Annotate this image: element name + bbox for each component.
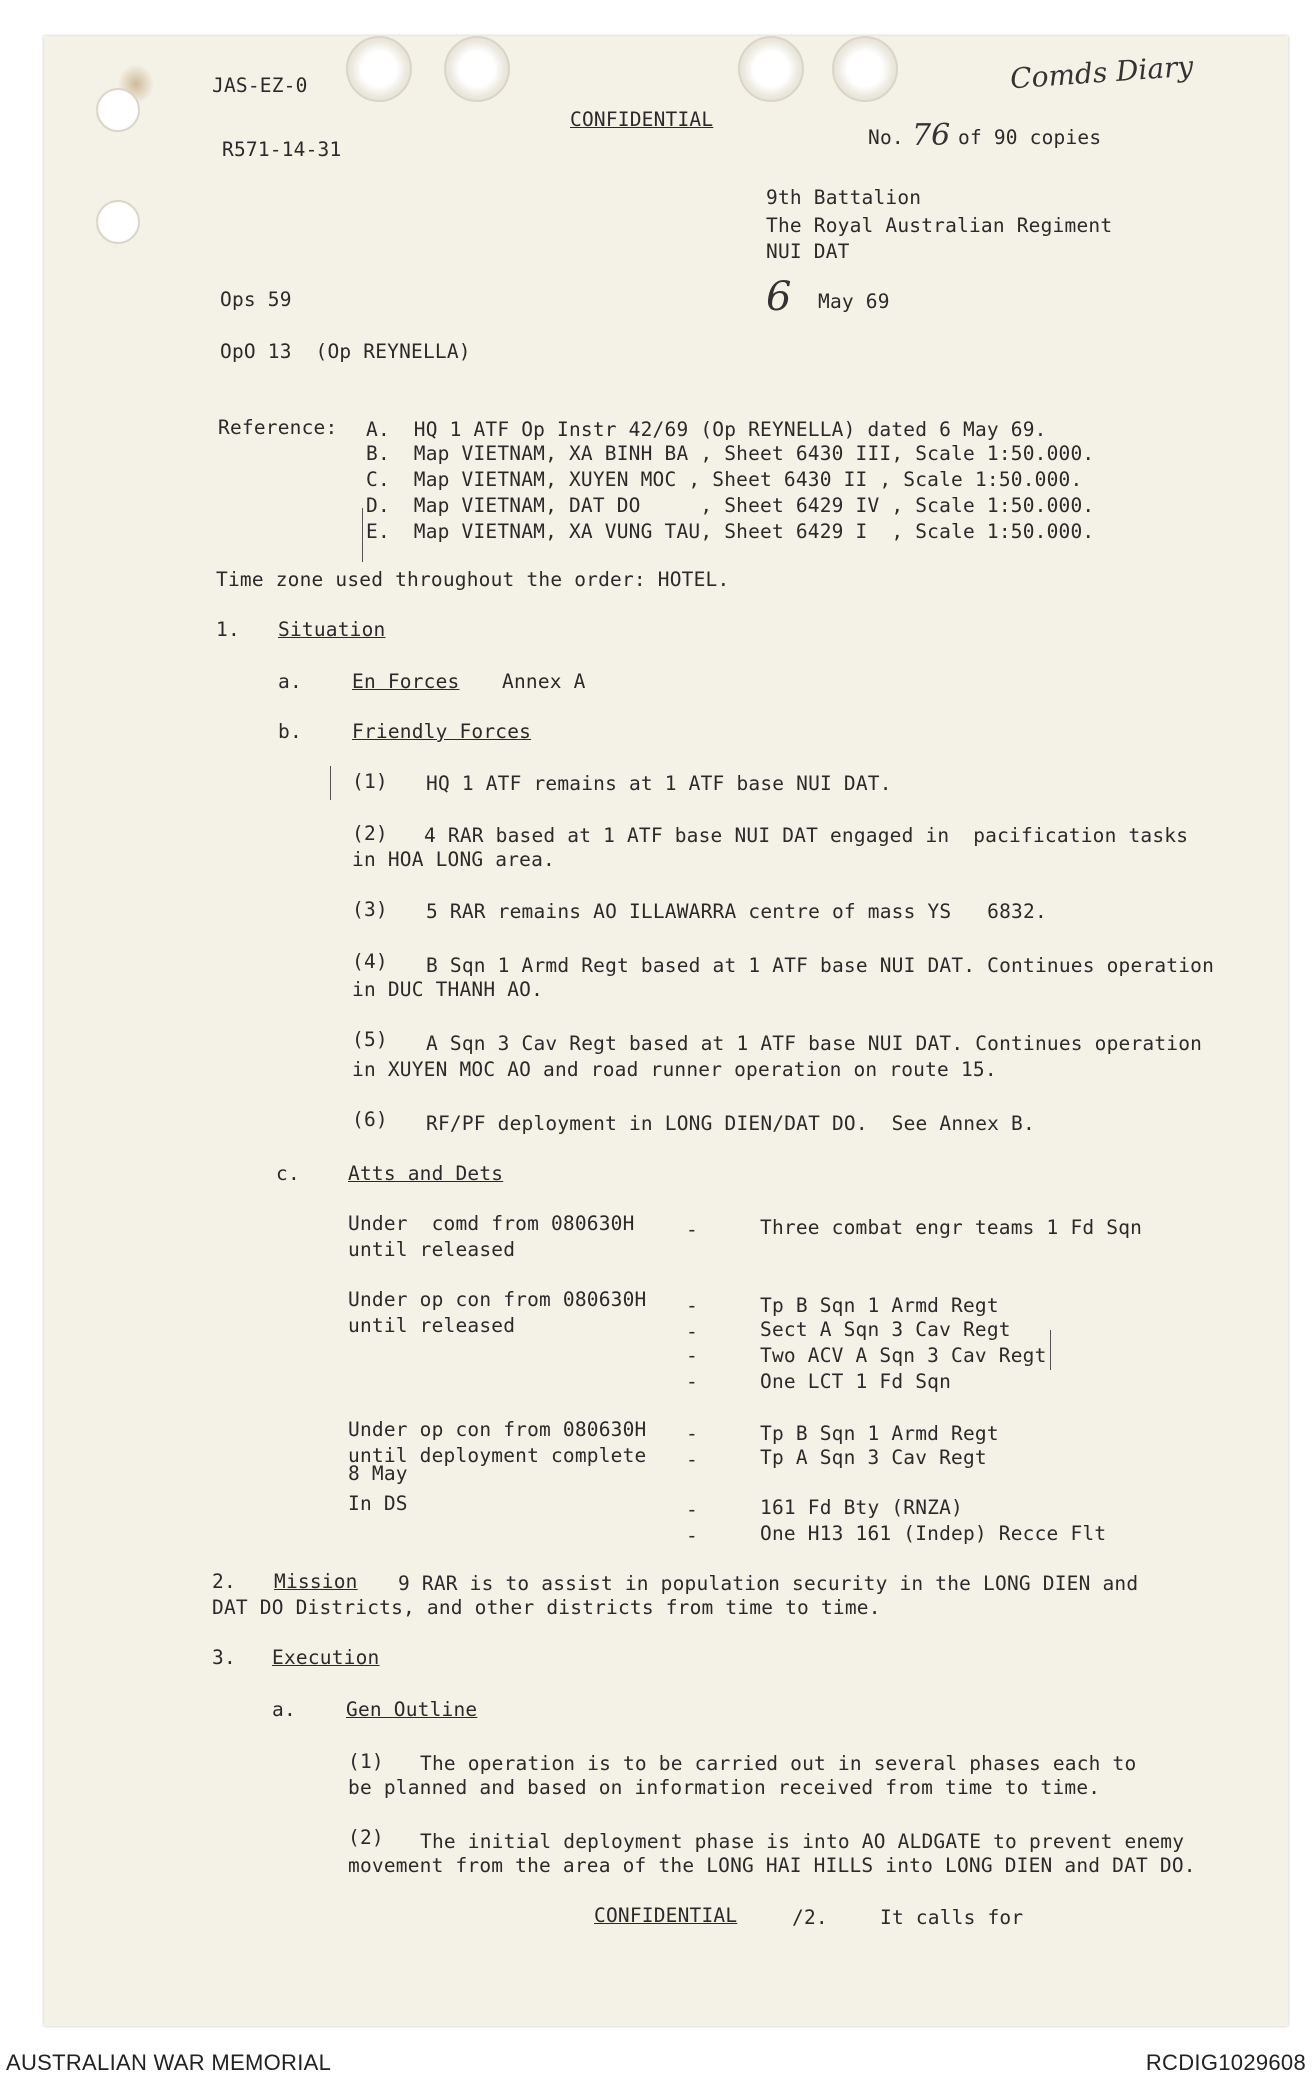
unit-line-2: The Royal Australian Regiment	[766, 214, 1113, 237]
reference-item-b: B. Map VIETNAM, XA BINH BA , Sheet 6430 III, Scale 1:50.000.	[366, 442, 1095, 465]
en-forces-letter: a.	[278, 670, 302, 693]
section-3-heading: Execution	[272, 1646, 380, 1669]
section-2-heading: Mission	[274, 1570, 358, 1593]
gen-para-1-number: (1)	[348, 1750, 384, 1773]
dash: -	[686, 1524, 698, 1547]
friendly-item-6-number: (6)	[352, 1108, 388, 1131]
dash: -	[686, 1294, 698, 1317]
gen-para-1-text-cont: be planned and based on information received from time to time.	[348, 1776, 1101, 1799]
punch-hole-2	[444, 36, 510, 102]
dash: -	[686, 1422, 698, 1445]
gen-outline-heading: Gen Outline	[346, 1698, 478, 1721]
comd-label-1: Under comd from 080630H	[348, 1212, 635, 1235]
gen-para-2-text-cont: movement from the area of the LONG HAI HILLS into LONG DIEN and DAT DO.	[348, 1854, 1196, 1877]
pencil-mark	[362, 508, 363, 562]
opcon-label-1: Under op con from 080630H	[348, 1288, 647, 1311]
dash: -	[686, 1320, 698, 1343]
friendly-item-1-text: HQ 1 ATF remains at 1 ATF base NUI DAT.	[426, 772, 892, 795]
opcon-item-1: Tp B Sqn 1 Armd Regt	[760, 1294, 999, 1317]
deploy-item-1: Tp B Sqn 1 Armd Regt	[760, 1422, 999, 1445]
deploy-label-1: Under op con from 080630H	[348, 1418, 647, 1441]
punch-hole-4	[832, 36, 898, 102]
en-forces-heading: En Forces	[352, 670, 460, 693]
friendly-item-6-text: RF/PF deployment in LONG DIEN/DAT DO. See Annex B.	[426, 1112, 1035, 1135]
en-forces-annex: Annex A	[502, 670, 586, 693]
friendly-item-2-text-cont: in HOA LONG area.	[352, 848, 555, 871]
file-reference: R571-14-31	[222, 138, 342, 161]
atts-dets-heading: Atts and Dets	[348, 1162, 504, 1185]
handwritten-note: Comds Diary	[1009, 49, 1195, 96]
friendly-item-2-number: (2)	[352, 822, 388, 845]
friendly-forces-heading: Friendly Forces	[352, 720, 532, 743]
friendly-item-4-text: B Sqn 1 Armd Regt based at 1 ATF base NUI DAT. Continues operation	[426, 954, 1215, 977]
next-page-ref: /2.	[792, 1906, 828, 1929]
friendly-item-4-text-cont: in DUC THANH AO.	[352, 978, 544, 1001]
order-title: OpO 13 (Op REYNELLA)	[220, 340, 471, 363]
date-day: 6	[766, 274, 792, 320]
dash: -	[686, 1448, 698, 1471]
gen-para-2-text: The initial deployment phase is into AO ALDGATE to prevent enemy	[420, 1830, 1185, 1853]
friendly-item-5-number: (5)	[352, 1028, 388, 1051]
comd-item-1: Three combat engr teams 1 Fd Sqn	[760, 1216, 1143, 1239]
friendly-item-5-text-cont: in XUYEN MOC AO and road runner operation on route 15.	[352, 1058, 997, 1081]
mission-text-cont: DAT DO Districts, and other districts from time to time.	[212, 1596, 881, 1619]
document-page	[44, 36, 1288, 2026]
copy-number: 76	[912, 118, 951, 153]
copy-suffix: of 90 copies	[958, 126, 1102, 149]
friendly-item-4-number: (4)	[352, 950, 388, 973]
friendly-item-1-number: (1)	[352, 770, 388, 793]
pencil-mark	[330, 766, 331, 800]
section-1-number: 1.	[216, 618, 240, 641]
ds-label: In DS	[348, 1492, 408, 1515]
ds-item-1: 161 Fd Bty (RNZA)	[760, 1496, 963, 1519]
ops-reference: Ops 59	[220, 288, 292, 311]
friendly-item-3-text: 5 RAR remains AO ILLAWARRA centre of mass YS 6832.	[426, 900, 1047, 923]
unit-line-3: NUI DAT	[766, 240, 850, 263]
comd-label-2: until released	[348, 1238, 516, 1261]
opcon-label-2: until released	[348, 1314, 516, 1337]
gen-para-1-text: The operation is to be carried out in several phases each to	[420, 1752, 1137, 1775]
friendly-item-3-number: (3)	[352, 898, 388, 921]
atts-dets-letter: c.	[276, 1162, 300, 1185]
friendly-item-5-text: A Sqn 3 Cav Regt based at 1 ATF base NUI DAT. Continues operation	[426, 1032, 1203, 1055]
date-rest: May 69	[818, 290, 890, 313]
reference-label: Reference:	[218, 416, 338, 439]
deploy-item-2: Tp A Sqn 3 Cav Regt	[760, 1446, 987, 1469]
continuation-text: It calls for	[880, 1906, 1024, 1929]
archive-name: AUSTRALIAN WAR MEMORIAL	[6, 2050, 332, 2075]
opcon-item-2: Sect A Sqn 3 Cav Regt	[760, 1318, 1011, 1341]
section-1-heading: Situation	[278, 618, 386, 641]
friendly-forces-letter: b.	[278, 720, 302, 743]
reference-item-c: C. Map VIETNAM, XUYEN MOC , Sheet 6430 II , Scale 1:50.000.	[366, 468, 1083, 491]
dash: -	[686, 1370, 698, 1393]
unit-line-1: 9th Battalion	[766, 186, 922, 209]
dash: -	[686, 1498, 698, 1521]
section-2-number: 2.	[212, 1570, 236, 1593]
punch-hole-6	[96, 200, 140, 244]
time-zone: Time zone used throughout the order: HOTEL.	[216, 568, 730, 591]
section-3-number: 3.	[212, 1646, 236, 1669]
reference-item-e: E. Map VIETNAM, XA VUNG TAU, Sheet 6429 I , Scale 1:50.000.	[366, 520, 1095, 543]
reference-item-a: A. HQ 1 ATF Op Instr 42/69 (Op REYNELLA) dated 6 May 69.	[366, 418, 1047, 441]
mission-text: 9 RAR is to assist in population security in the LONG DIEN and	[398, 1572, 1139, 1595]
classification-header: CONFIDENTIAL	[570, 108, 714, 131]
opcon-item-3: Two ACV A Sqn 3 Cav Regt	[760, 1344, 1047, 1367]
gen-para-2-number: (2)	[348, 1826, 384, 1849]
punch-hole-3	[738, 36, 804, 102]
ds-item-2: One H13 161 (Indep) Recce Flt	[760, 1522, 1107, 1545]
archive-id: RCDIG1029608	[1145, 2050, 1306, 2075]
dash: -	[686, 1218, 698, 1241]
punch-hole-1	[346, 36, 412, 102]
deploy-label-3: 8 May	[348, 1462, 408, 1485]
deploy-label-2: until deployment complete	[348, 1444, 647, 1467]
dash: -	[686, 1344, 698, 1367]
gen-outline-letter: a.	[272, 1698, 296, 1721]
copy-prefix: No.	[868, 126, 904, 149]
reference-code: JAS-EZ-0	[212, 74, 308, 97]
opcon-item-4: One LCT 1 Fd Sqn	[760, 1370, 952, 1393]
pencil-mark	[1050, 1330, 1051, 1370]
reference-item-d: D. Map VIETNAM, DAT DO , Sheet 6429 IV , Scale 1:50.000.	[366, 494, 1095, 517]
classification-footer: CONFIDENTIAL	[594, 1904, 738, 1927]
punch-hole-5	[96, 88, 140, 132]
friendly-item-2-text: 4 RAR based at 1 ATF base NUI DAT engaged in pacification tasks	[424, 824, 1189, 847]
